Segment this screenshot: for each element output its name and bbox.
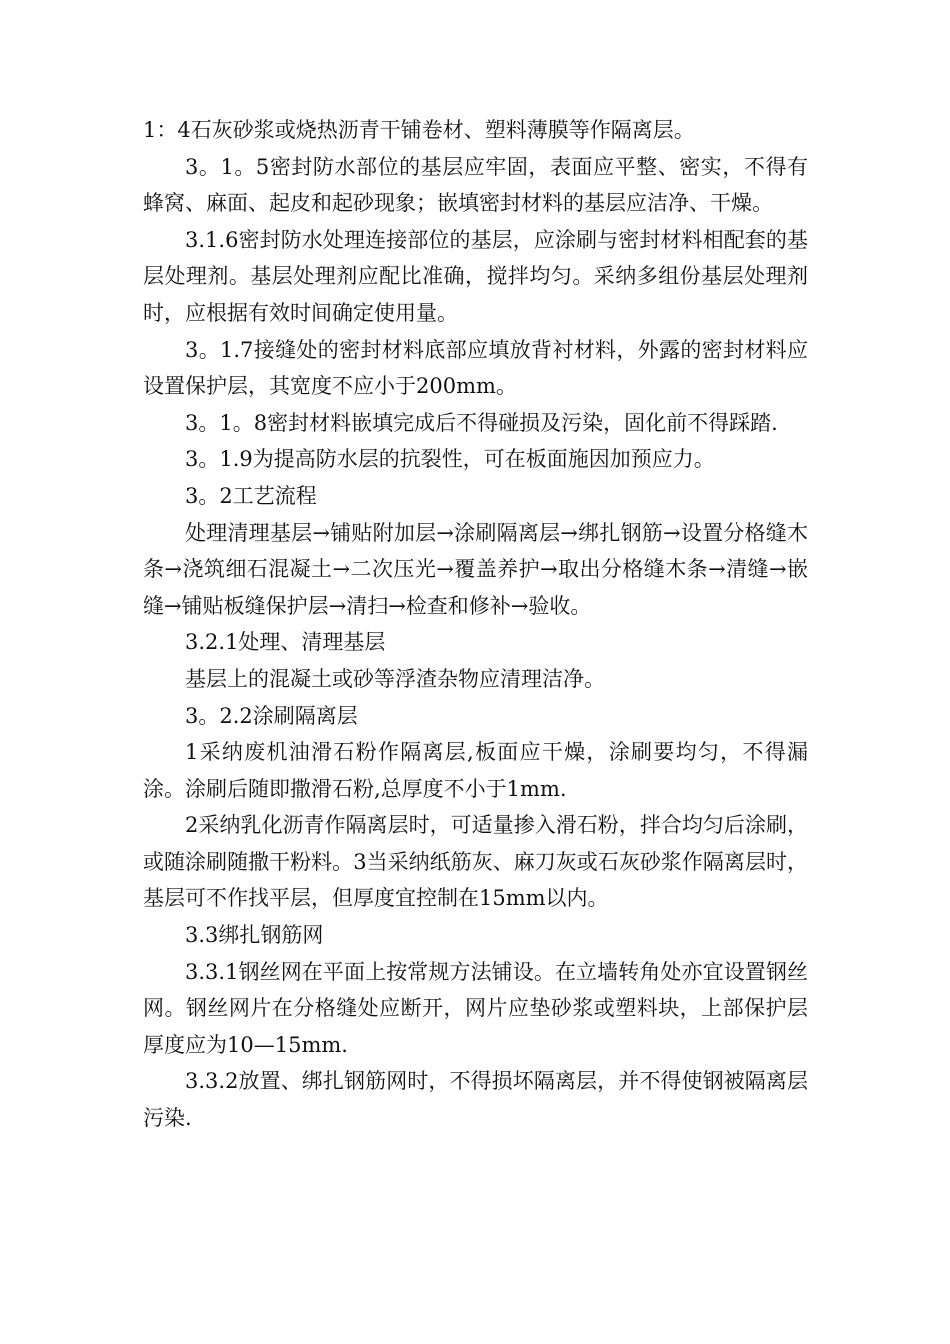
paragraph-isolation-1: 1采纳废机油滑石粉作隔离层,板面应干燥，涂刷要均匀，不得漏涂。涂刷后随即撒滑石粉,总厚度不小于1mm.: [143, 740, 808, 801]
paragraph-3-3-1: 3.3.1钢丝网在平面上按常规方法铺设。在立墙转角处亦宜设置钢丝网。钢丝网片在分格缝处应断开，网片应垫砂浆或塑料块，上部保护层厚度应为10—15mm.: [143, 959, 808, 1057]
paragraph-3-1-9: 3。1.9为提高防水层的抗裂性，可在板面施因加预应力。: [185, 447, 715, 472]
paragraph-process-flow: 处理清理基层→铺贴附加层→涂刷隔离层→绑扎钢筋→设置分格缝木条→浇筑细石混凝土→二次压光→覆盖养护→取出分格缝木条→清缝→嵌缝→铺贴板缝保护层→清扫→检查和修补→验收。: [143, 520, 808, 618]
paragraph-clean-base: 基层上的混凝土或砂等浮渣杂物应清理洁净。: [185, 666, 605, 691]
paragraph-3-1-5: 3。1。5密封防水部位的基层应牢固，表面应平整、密实，不得有蜂窝、麻面、起皮和起砂现象；嵌填密封材料的基层应洁净、干燥。: [143, 154, 808, 216]
paragraph-3-3-2: 3.3.2放置、绑扎钢筋网时，不得损坏隔离层，并不得使钢被隔离层污染.: [143, 1069, 808, 1131]
paragraph-3-1-8: 3。1。8密封材料嵌填完成后不得碰损及污染，固化前不得踩踏.: [185, 410, 778, 435]
document-page: [143, 112, 808, 1137]
paragraph-1: 1：4石灰砂浆或烧热沥青干铺卷材、塑料薄膜等作隔离层。: [143, 118, 695, 142]
paragraph-isolation-2: 2采纳乳化沥青作隔离层时，可适量掺入滑石粉，拌合均匀后涂刷，或随涂刷随撒干粉料。3当采纳纸筋灰、麻刀灰或石灰砂浆作隔离层时，基层可不作找平层，但厚度宜控制在15mm以内。: [143, 813, 808, 911]
paragraph-3-1-7: 3。1.7接缝处的密封材料底部应填放背衬材料，外露的密封材料应设置保护层，其宽度不应小于200mm。: [143, 337, 808, 399]
heading-3-2: 3。2工艺流程: [185, 483, 317, 508]
heading-3-2-1: 3.2.1处理、清理基层: [185, 630, 386, 655]
heading-3-2-2: 3。2.2涂刷隔离层: [185, 703, 358, 728]
paragraph-3-1-6: 3.1.6密封防水处理连接部位的基层，应涂刷与密封材料相配套的基层处理剂。基层处理剂应配比准确，搅拌均匀。采纳多组份基层处理剂时，应根据有效时间确定使用量。: [143, 227, 808, 325]
heading-3-3: 3.3绑扎钢筋网: [185, 923, 324, 948]
